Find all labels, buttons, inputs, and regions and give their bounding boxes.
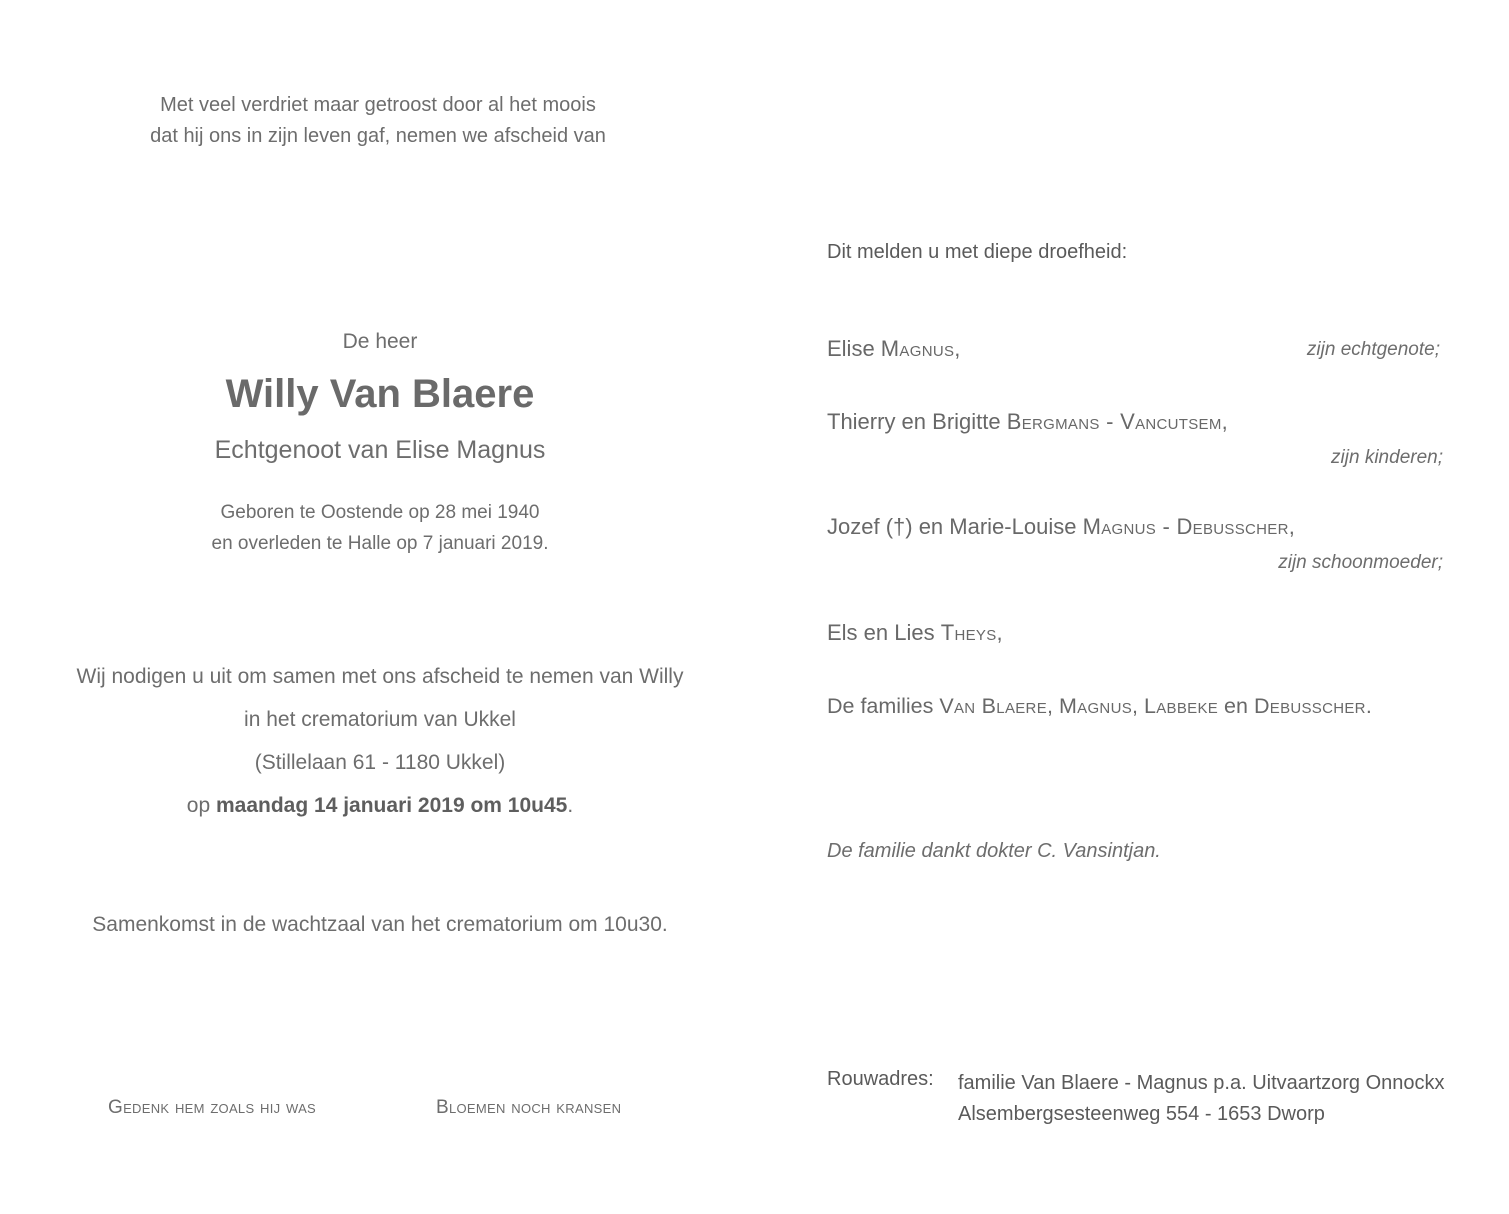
relation-2: zijn kinderen; (1331, 447, 1443, 468)
spouse-line: Echtgenoot van Elise Magnus (214, 436, 546, 464)
mourner-punct: , (1047, 694, 1059, 718)
mourner-punct: , (1132, 694, 1144, 718)
gathering-note: Samenkomst in de wachtzaal van het crematorium om 10u30. (92, 913, 668, 936)
title-prefix: De heer (342, 330, 418, 353)
date-prefix: op (186, 794, 211, 817)
invitation-line-3: (Stillelaan 61 - 1180 Ukkel) (254, 751, 506, 774)
mourner-names: Jozef (†) en Marie-Louise (827, 514, 1083, 539)
address-label: Rouwadres: (827, 1068, 934, 1090)
invitation-line-2: in het crematorium van Ukkel (244, 708, 516, 731)
mourner-line-4 (827, 620, 1003, 646)
ceremony-date-line (0, 784, 760, 827)
date-suffix: . (567, 794, 574, 817)
invitation-line-1: Wij nodigen u uit om samen met ons afscheid te nemen van Willy (76, 665, 684, 688)
mourner-surname: Magnus - Debusscher (1082, 514, 1289, 539)
mourner-punct: en (1218, 694, 1254, 718)
mourner-line-2 (827, 409, 1228, 435)
mourner-punct: , (1221, 409, 1228, 434)
mourner-line-5 (827, 694, 1372, 719)
footer-flowers: Bloemen noch kransen (436, 1097, 622, 1118)
mourner-punct: , (996, 620, 1003, 645)
ceremony-date: maandag 14 januari 2019 om 10u45 (216, 794, 568, 817)
born-line: Geboren te Oostende op 28 mei 1940 (220, 502, 540, 523)
intro-text (100, 90, 656, 152)
mourner-line-1 (827, 336, 960, 362)
mourner-surname: Labbeke (1143, 694, 1219, 718)
address-line-2: Alsembergsesteenweg 554 - 1653 Dworp (958, 1103, 1325, 1125)
life-dates (0, 497, 760, 559)
relation-3: zijn schoonmoeder; (1278, 552, 1443, 573)
mourner-surname: Debusscher (1253, 694, 1366, 718)
mourner-surname: Theys (940, 620, 997, 645)
mourner-punct: , (1288, 514, 1295, 539)
mourner-surname: Bergmans - Vancutsem (1006, 409, 1222, 434)
died-line: en overleden te Halle op 7 januari 2019. (211, 533, 549, 554)
thanks-note: De familie dankt dokter C. Vansintjan. (827, 840, 1161, 862)
footer-remember: Gedenk hem zoals hij was (108, 1097, 317, 1118)
mourner-surname: Van Blaere (939, 694, 1047, 718)
address-line-1: familie Van Blaere - Magnus p.a. Uitvaartzorg Onnockx (958, 1072, 1445, 1094)
address (958, 1068, 1445, 1130)
deceased-name: Willy Van Blaere (225, 372, 535, 416)
mourner-surname: Magnus (1058, 694, 1133, 718)
announcement: Dit melden u met diepe droefheid: (827, 241, 1128, 263)
intro-line-2: dat hij ons in zijn leven gaf, nemen we afscheid van (150, 125, 606, 147)
mourner-surname: Magnus (880, 336, 955, 361)
mourner-names: Thierry en Brigitte (827, 409, 1007, 434)
mourner-punct: . (1365, 694, 1372, 718)
mourner-punct: , (954, 336, 961, 361)
right-page (760, 0, 1509, 1214)
invitation (0, 655, 760, 827)
relation-1: zijn echtgenote; (1306, 339, 1440, 360)
mourner-line-3 (827, 514, 1295, 540)
intro-line-1: Met veel verdriet maar getroost door al het moois (160, 94, 596, 116)
mourner-names: De families (827, 694, 940, 718)
mourner-names: Els en Lies (827, 620, 941, 645)
mourner-names: Elise (827, 336, 881, 361)
